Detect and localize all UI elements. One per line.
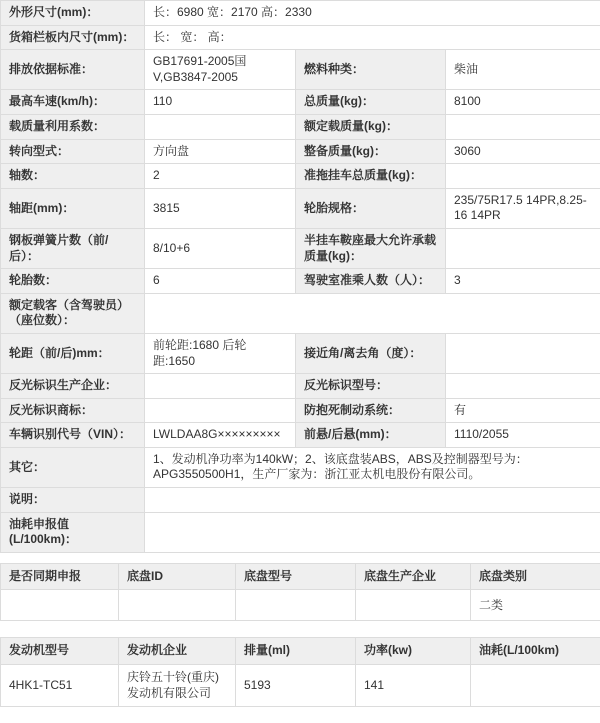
chassis-cell xyxy=(356,590,471,621)
spec-field-label: 轴数： xyxy=(1,164,145,189)
chassis-table-header-row xyxy=(1,563,600,590)
spec-field-label: 燃料种类： xyxy=(296,50,446,90)
spec-field-value: 3815 xyxy=(145,188,296,228)
spec-field-label: 半挂车鞍座最大允许承载质量(kg)： xyxy=(296,228,446,268)
chassis-cell xyxy=(236,590,356,621)
spec-field-label: 准拖挂车总质量(kg)： xyxy=(296,164,446,189)
spec-row xyxy=(1,164,600,189)
spec-row xyxy=(1,423,600,448)
spec-field-label: 额定载客（含驾驶员）（座位数）： xyxy=(1,293,145,333)
spec-row xyxy=(1,50,600,90)
spec-field-value: 235/75R17.5 14PR,8.25-16 14PR xyxy=(446,188,600,228)
spec-field-label: 排放依据标准： xyxy=(1,50,145,90)
engine-table-header-row xyxy=(1,638,600,665)
spec-field-value: 有 xyxy=(446,398,600,423)
spec-field-value: 110 xyxy=(145,90,296,115)
spec-field-label: 额定载质量(kg)： xyxy=(296,114,446,139)
spec-field-value xyxy=(145,512,600,552)
spec-row xyxy=(1,374,600,399)
spec-row xyxy=(1,139,600,164)
spec-row xyxy=(1,25,600,50)
chassis-header: 底盘型号 xyxy=(236,563,356,590)
engine-header: 功率(kw) xyxy=(356,638,471,665)
spec-field-value xyxy=(446,374,600,399)
engine-cell: 庆铃五十铃(重庆)发动机有限公司 xyxy=(119,665,236,707)
chassis-cell xyxy=(1,590,119,621)
spec-row xyxy=(1,512,600,552)
engine-table-data-row xyxy=(1,665,600,707)
spec-row xyxy=(1,333,600,373)
spec-field-label: 驾驶室准乘人数（人）： xyxy=(296,269,446,294)
spec-row xyxy=(1,488,600,513)
spec-field-label: 轴距(mm)： xyxy=(1,188,145,228)
spec-field-label: 接近角/离去角（度）： xyxy=(296,333,446,373)
spec-field-value xyxy=(145,114,296,139)
spec-row xyxy=(1,90,600,115)
spec-field-label: 整备质量(kg)： xyxy=(296,139,446,164)
chassis-table-data-row xyxy=(1,590,600,621)
engine-cell xyxy=(471,665,600,707)
spec-field-label: 防抱死制动系统： xyxy=(296,398,446,423)
spec-row xyxy=(1,188,600,228)
engine-cell: 141 xyxy=(356,665,471,707)
chassis-cell xyxy=(119,590,236,621)
engine-cell: 5193 xyxy=(236,665,356,707)
spec-field-value: 前轮距:1680 后轮距:1650 xyxy=(145,333,296,373)
spec-field-value: 长：6980 宽：2170 高：2330 xyxy=(145,1,600,26)
spec-row xyxy=(1,228,600,268)
spec-field-value xyxy=(446,164,600,189)
spec-field-label: 油耗申报值(L/100km)： xyxy=(1,512,145,552)
engine-cell: 4HK1-TC51 xyxy=(1,665,119,707)
spec-field-label: 轮胎规格： xyxy=(296,188,446,228)
spec-field-value: 柴油 xyxy=(446,50,600,90)
spec-row xyxy=(1,447,600,487)
spec-row xyxy=(1,398,600,423)
spec-field-label: 轮距（前/后)mm： xyxy=(1,333,145,373)
spec-field-value: GB17691-2005国V,GB3847-2005 xyxy=(145,50,296,90)
spec-field-value xyxy=(145,293,600,333)
spec-field-value xyxy=(446,114,600,139)
spec-field-label: 前悬/后悬(mm)： xyxy=(296,423,446,448)
spec-field-value xyxy=(145,488,600,513)
engine-table xyxy=(0,637,600,707)
spec-field-label: 说明： xyxy=(1,488,145,513)
spec-row xyxy=(1,114,600,139)
spec-field-label: 转向型式： xyxy=(1,139,145,164)
spec-row xyxy=(1,269,600,294)
spec-field-label: 总质量(kg)： xyxy=(296,90,446,115)
spec-field-label: 反光标识型号： xyxy=(296,374,446,399)
spec-field-value: 8/10+6 xyxy=(145,228,296,268)
chassis-table xyxy=(0,563,600,622)
spec-field-label: 反光标识商标： xyxy=(1,398,145,423)
spec-field-value: 1、发动机净功率为140kW；2、该底盘装ABS，ABS及控制器型号为：APG3550500H1，生产厂家为：浙江亚太机电股份有限公司。 xyxy=(145,447,600,487)
spec-row xyxy=(1,293,600,333)
spec-field-label: 反光标识生产企业： xyxy=(1,374,145,399)
spec-field-value xyxy=(446,228,600,268)
spec-field-label: 车辆识别代号（VIN）： xyxy=(1,423,145,448)
spec-field-value: 长： 宽： 高： xyxy=(145,25,600,50)
chassis-cell: 二类 xyxy=(471,590,600,621)
spec-field-value: 方向盘 xyxy=(145,139,296,164)
spec-field-value xyxy=(446,333,600,373)
chassis-header: 底盘ID xyxy=(119,563,236,590)
spec-field-label: 载质量利用系数： xyxy=(1,114,145,139)
spec-field-value: 1110/2055 xyxy=(446,423,600,448)
spec-field-value: 2 xyxy=(145,164,296,189)
spec-field-label: 钢板弹簧片数（前/后）： xyxy=(1,228,145,268)
spec-field-label: 货箱栏板内尺寸(mm)： xyxy=(1,25,145,50)
chassis-header: 是否同期申报 xyxy=(1,563,119,590)
spec-field-value: 8100 xyxy=(446,90,600,115)
spec-field-value: 3 xyxy=(446,269,600,294)
spec-field-label: 轮胎数： xyxy=(1,269,145,294)
spec-field-value: 3060 xyxy=(446,139,600,164)
spec-field-label: 其它： xyxy=(1,447,145,487)
chassis-header: 底盘类别 xyxy=(471,563,600,590)
engine-header: 发动机型号 xyxy=(1,638,119,665)
spec-field-label: 最高车速(km/h)： xyxy=(1,90,145,115)
spec-field-label: 外形尺寸(mm)： xyxy=(1,1,145,26)
spec-field-value: 6 xyxy=(145,269,296,294)
chassis-header: 底盘生产企业 xyxy=(356,563,471,590)
spec-field-value xyxy=(145,398,296,423)
spec-field-value xyxy=(145,374,296,399)
spec-row xyxy=(1,1,600,26)
engine-header: 排量(ml) xyxy=(236,638,356,665)
engine-header: 发动机企业 xyxy=(119,638,236,665)
engine-header: 油耗(L/100km) xyxy=(471,638,600,665)
spec-field-value: LWLDAA8G××××××××× xyxy=(145,423,296,448)
